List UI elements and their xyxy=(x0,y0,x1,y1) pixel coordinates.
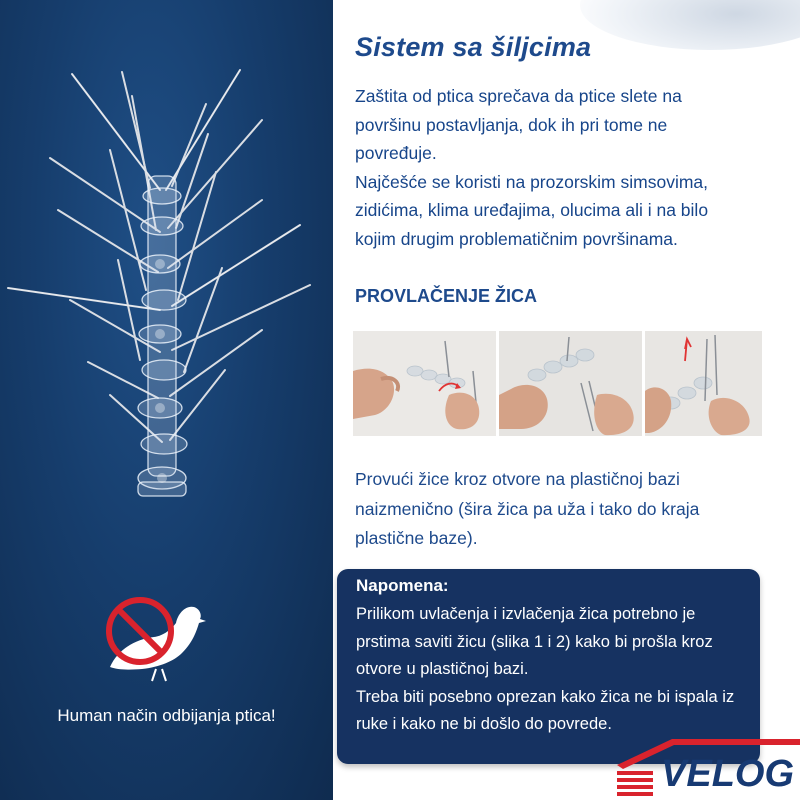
left-panel xyxy=(0,0,333,800)
note-text xyxy=(356,601,756,739)
decorative-swoosh xyxy=(580,0,800,50)
threading-step-1-photo xyxy=(353,331,496,436)
page-title: Sistem sa šiljcima xyxy=(355,32,592,62)
bird-spikes-product xyxy=(0,0,333,520)
intro-line: Zaštita od ptica sprečava da ptice slete na xyxy=(355,86,682,106)
instruction-line: naizmenično (šira žica pa uža i tako do kraja xyxy=(355,498,700,519)
note-line: Prilikom uvlačenja i izvlačenja žica potrebno je xyxy=(356,605,696,623)
intro-text xyxy=(355,82,795,253)
instruction-line: plastične baze). xyxy=(355,528,478,548)
note-line: otvore u plastičnoj bazi. xyxy=(356,660,529,678)
note-line: Treba biti posebno oprezan kako žica ne bi ispala iz xyxy=(356,687,735,706)
intro-line: površinu postavljanja, dok ih pri tome ne xyxy=(355,114,668,135)
instruction-line: Provući žice kroz otvore na plastičnoj bazi xyxy=(355,469,680,489)
velog-logo xyxy=(617,735,800,800)
note-line: prstima saviti žicu (slika 1 i 2) kako bi prošla kroz xyxy=(356,632,713,651)
intro-line: Najčešće se koristi na prozorskim simsovima, xyxy=(355,171,709,192)
no-bird-icon xyxy=(96,587,208,687)
intro-line: povređuje. xyxy=(355,143,437,163)
threading-step-2-photo xyxy=(499,331,642,436)
note-title: Napomena: xyxy=(356,576,449,595)
intro-line: zidićima, klima uređajima, olucima ali i na bilo xyxy=(355,200,709,220)
intro-line: kojim drugim problematičnim površinama. xyxy=(355,228,678,249)
section-heading: PROVLAČENJE ŽICA xyxy=(355,286,538,306)
threading-step-3-photo xyxy=(645,331,762,436)
instructions-text xyxy=(355,465,795,554)
logo-text: VELOG xyxy=(661,753,795,795)
tagline: Human način odbijanja ptica! xyxy=(57,706,276,725)
note-line: ruke i kako ne bi došlo do povrede. xyxy=(356,715,612,733)
